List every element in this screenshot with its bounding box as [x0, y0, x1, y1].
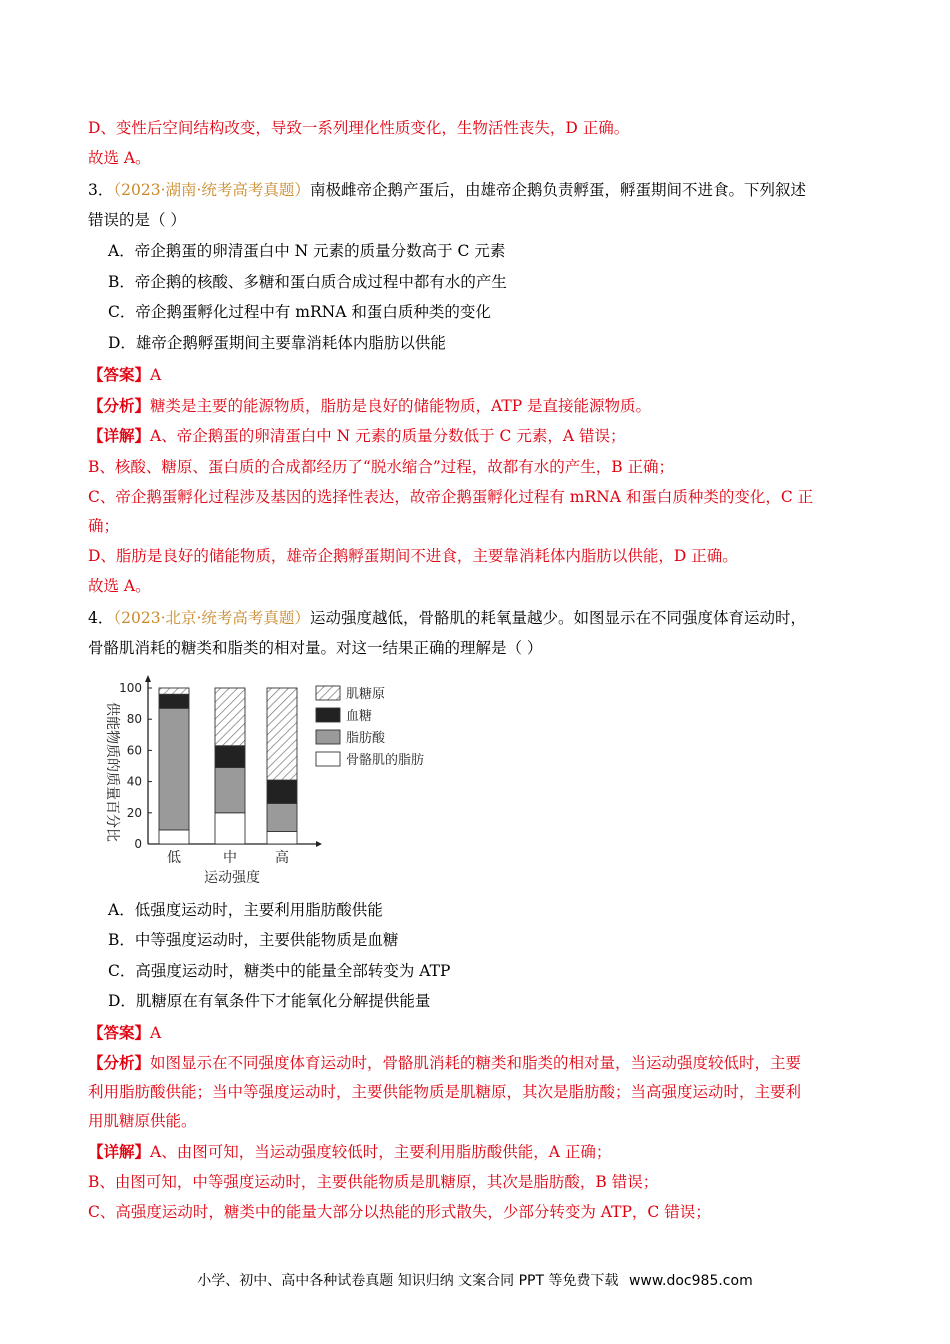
question-source: （2023·北京·统考高考真题）: [113, 609, 310, 627]
y-tick-label: 60: [126, 743, 142, 758]
q3-analysis: [88, 396, 858, 416]
bar-segment: [159, 694, 189, 708]
detail-tag: 【详解】: [88, 1142, 151, 1161]
detail-tag: 【详解】: [88, 426, 151, 445]
question-source: （2023·湖南·统考高考真题）: [113, 181, 310, 199]
analysis-tag: 【分析】: [88, 1053, 151, 1072]
q4-option-c: C．高强度运动时，糖类中的能量全部转变为 ATP: [108, 962, 451, 980]
bar-segment: [267, 688, 297, 780]
question-stem-text: 南极雌帝企鹅产蛋后，由雄帝企鹅负责孵蛋，孵蛋期间不进食。下列叙述: [309, 181, 806, 199]
q4-analysis: [88, 1053, 858, 1073]
q4-analysis-cont-1: 利用脂肪酸供能；当中等强度运动时，主要供能物质是肌糖原，其次是脂肪酸；当高强度运动时，主要利: [88, 1083, 802, 1101]
y-axis-arrow: [145, 675, 151, 682]
q3-option-b: B．帝企鹅的核酸、多糖和蛋白质合成过程中都有水的产生: [108, 273, 507, 291]
question-4-stem-cont: 骨骼肌消耗的糖类和脂类的相对量。对这一结果正确的理解是（ ）: [88, 639, 543, 657]
prev-conclusion: 故选 A。: [88, 149, 151, 167]
page-footer: [0, 1270, 950, 1290]
bar-segment: [215, 768, 245, 813]
y-axis-label: 供能物质的质量百分比: [104, 702, 120, 842]
analysis-tag: 【分析】: [88, 396, 151, 415]
detail-text: A、帝企鹅蛋的卵清蛋白中 N 元素的质量分数低于 C 元素，A 错误；: [150, 427, 626, 445]
q4-option-b: B．中等强度运动时，主要供能物质是血糖: [108, 931, 399, 949]
q3-detail-c-cont: 确；: [88, 517, 120, 535]
footer-text: 小学、初中、高中各种试卷真题 知识归纳 文案合同 PPT 等免费下载: [197, 1273, 619, 1289]
bar-segment: [215, 813, 245, 844]
prev-option-d-explanation: D、变性后空间结构改变，导致一系列理化性质变化，生物活性丧失，D 正确。: [88, 119, 630, 137]
question-4-stem: [88, 608, 858, 628]
q4-detail-c: C、高强度运动时，糖类中的能量大部分以热能的形式散失，少部分转变为 ATP，C 错误；: [88, 1203, 711, 1221]
q4-answer: [88, 1023, 858, 1043]
bar-segment: [215, 746, 245, 768]
bar-segment: [215, 688, 245, 746]
answer-tag: 【答案】: [88, 365, 151, 384]
q3-answer: [88, 365, 858, 385]
y-tick-label: 40: [126, 774, 142, 789]
answer-value: A: [150, 1024, 162, 1042]
y-tick-label: 80: [126, 712, 142, 727]
footer-url[interactable]: www.doc985.com: [628, 1273, 753, 1289]
legend-swatch: [316, 686, 340, 700]
x-tick-label: 低: [167, 850, 181, 866]
question-stem-text: 运动强度越低，骨骼肌的耗氧量越少。如图显示在不同强度体育运动时，: [309, 609, 806, 627]
q3-option-d: D．雄帝企鹅孵蛋期间主要靠消耗体内脂肪以供能: [108, 334, 446, 352]
answer-tag: 【答案】: [88, 1023, 151, 1042]
question-number: 3．: [88, 181, 114, 199]
q4-option-d: D．肌糖原在有氧条件下才能氧化分解提供能量: [108, 992, 431, 1010]
q4-option-a: A．低强度运动时，主要利用脂肪酸供能: [108, 901, 383, 919]
bar-segment: [159, 830, 189, 844]
legend-label: 骨骼肌的脂肪: [346, 753, 425, 768]
bar-segment: [267, 832, 297, 844]
q4-detail-a: [88, 1142, 858, 1162]
bar-segment: [159, 708, 189, 830]
answer-value: A: [150, 366, 162, 384]
x-tick-label: 高: [275, 850, 289, 866]
q4-analysis-cont-2: 用肌糖原供能。: [88, 1112, 197, 1130]
x-axis-arrow: [316, 841, 322, 847]
x-axis-label: 运动强度: [204, 870, 260, 886]
y-tick-label: 20: [126, 805, 142, 820]
q3-conclusion: 故选 A。: [88, 577, 151, 595]
analysis-text: 如图显示在不同强度体育运动时，骨骼肌消耗的糖类和脂类的相对量，当运动强度较低时，主要: [150, 1054, 802, 1072]
legend-swatch: [316, 752, 340, 766]
analysis-text: 糖类是主要的能源物质，脂肪是良好的储能物质，ATP 是直接能源物质。: [150, 397, 652, 415]
legend-swatch: [316, 708, 340, 722]
q3-detail-b: B、核酸、糖原、蛋白质的合成都经历了“脱水缩合”过程，故都有水的产生，B 正确；: [88, 458, 675, 476]
bar-segment: [267, 803, 297, 831]
q3-option-a: A．帝企鹅蛋的卵清蛋白中 N 元素的质量分数高于 C 元素: [108, 242, 506, 260]
legend-label: 肌糖原: [346, 687, 386, 702]
question-number: 4．: [88, 609, 114, 627]
q3-detail-c: C、帝企鹅蛋孵化过程涉及基因的选择性表达，故帝企鹅蛋孵化过程有 mRNA 和蛋白质种类的变化，C 正: [88, 488, 814, 506]
bar-segment: [267, 780, 297, 803]
q3-detail-d: D、脂肪是良好的储能物质，雄帝企鹅孵蛋期间不进食，主要靠消耗体内脂肪以供能，D 正确。: [88, 547, 738, 565]
q3-option-c: C．帝企鹅蛋孵化过程中有 mRNA 和蛋白质种类的变化: [108, 303, 491, 321]
detail-text: A、由图可知，当运动强度较低时，主要利用脂肪酸供能，A 正确；: [150, 1143, 612, 1161]
legend-label: 脂肪酸: [346, 731, 386, 746]
energy-source-stacked-bar-chart: [92, 672, 452, 892]
question-3-stem: [88, 180, 858, 200]
y-tick-label: 0: [134, 837, 142, 851]
legend-swatch: [316, 730, 340, 744]
y-tick-label: 100: [119, 681, 142, 695]
question-3-stem-cont: 错误的是（ ）: [88, 211, 186, 229]
q4-detail-b: B、由图可知，中等强度运动时，主要供能物质是肌糖原，其次是脂肪酸，B 错误；: [88, 1173, 659, 1191]
bar-segment: [159, 688, 189, 694]
q3-detail-a: [88, 426, 858, 446]
legend-label: 血糖: [346, 709, 373, 724]
x-tick-label: 中: [223, 850, 237, 866]
